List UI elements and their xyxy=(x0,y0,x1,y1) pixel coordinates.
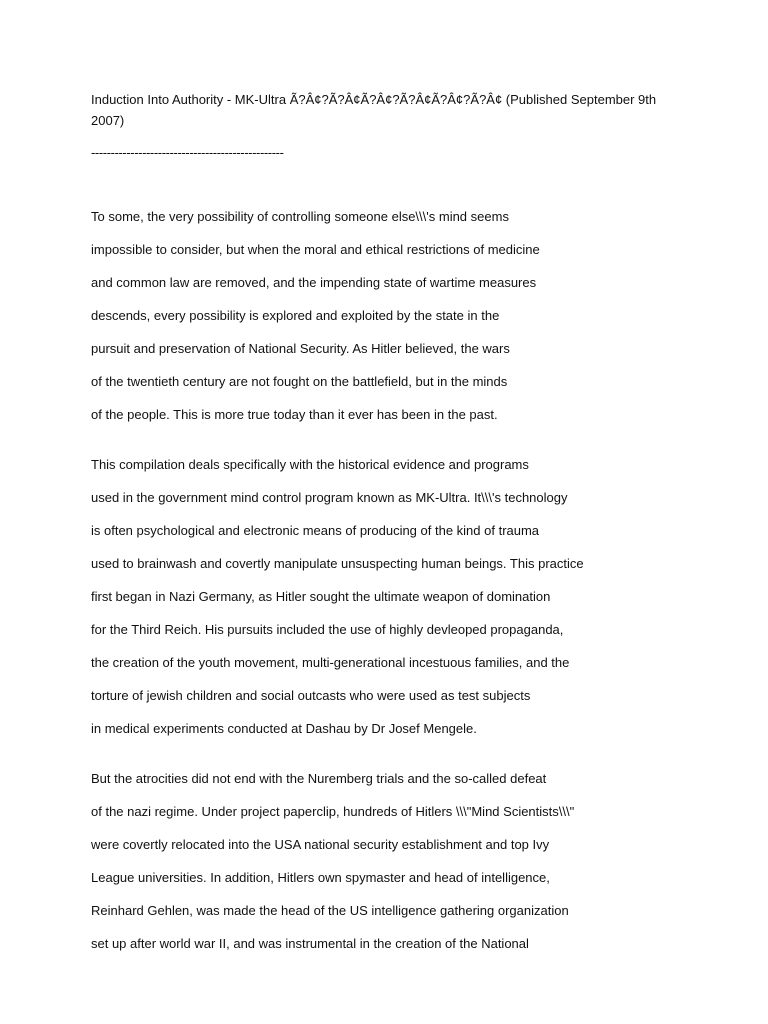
text-line: of the twentieth century are not fought on the battlefield, but in the minds xyxy=(91,374,508,389)
text-line: pursuit and preservation of National Security. As Hitler believed, the wars xyxy=(91,341,510,356)
paragraph-2 xyxy=(91,457,691,754)
text-line: League universities. In addition, Hitlers own spymaster and head of intelligence, xyxy=(91,870,550,885)
text-line: set up after world war II, and was instrumental in the creation of the National xyxy=(91,936,529,951)
text-line: of the nazi regime. Under project paperclip, hundreds of Hitlers \\\"Mind Scientists\\\" xyxy=(91,804,575,819)
paragraph-1 xyxy=(91,209,691,440)
title-line-2: 2007) xyxy=(91,113,125,128)
text-line: is often psychological and electronic means of producing of the kind of trauma xyxy=(91,523,540,538)
document-title xyxy=(91,89,691,131)
text-line: in medical experiments conducted at Dashau by Dr Josef Mengele. xyxy=(91,721,477,736)
text-line: were covertly relocated into the USA national security establishment and top Ivy xyxy=(91,837,550,852)
text-line: for the Third Reich. His pursuits included the use of highly devleoped propaganda, xyxy=(91,622,564,637)
separator-line: ------------------------------------------------- xyxy=(91,145,284,160)
text-line: and common law are removed, and the impending state of wartime measures xyxy=(91,275,537,290)
title-line-1: Induction Into Authority - MK-Ultra Ã?Â¢?Ã?Â¢Ã?Â¢?Ã?Â¢Ã?Â¢?Ã?Â¢ (Published September 9th xyxy=(91,92,657,107)
paragraph-3 xyxy=(91,771,691,969)
text-line: torture of jewish children and social outcasts who were used as test subjects xyxy=(91,688,531,703)
text-line: used to brainwash and covertly manipulate unsuspecting human beings. This practice xyxy=(91,556,584,571)
text-line: descends, every possibility is explored and exploited by the state in the xyxy=(91,308,500,323)
paragraph-gap xyxy=(91,440,691,457)
text-line: of the people. This is more true today than it ever has been in the past. xyxy=(91,407,498,422)
paragraph-gap xyxy=(91,754,691,771)
text-line: But the atrocities did not end with the Nuremberg trials and the so-called defeat xyxy=(91,771,547,786)
text-line: To some, the very possibility of controlling someone else\\\'s mind seems xyxy=(91,209,509,224)
text-line: impossible to consider, but when the moral and ethical restrictions of medicine xyxy=(91,242,540,257)
document-page xyxy=(91,89,691,969)
text-line: Reinhard Gehlen, was made the head of the US intelligence gathering organization xyxy=(91,903,569,918)
paragraph-gap xyxy=(91,161,691,209)
text-line: used in the government mind control program known as MK-Ultra. It\\\'s technology xyxy=(91,490,568,505)
text-line: the creation of the youth movement, multi-generational incestuous families, and the xyxy=(91,655,570,670)
text-line: first began in Nazi Germany, as Hitler sought the ultimate weapon of domination xyxy=(91,589,551,604)
text-line: This compilation deals specifically with the historical evidence and programs xyxy=(91,457,529,472)
